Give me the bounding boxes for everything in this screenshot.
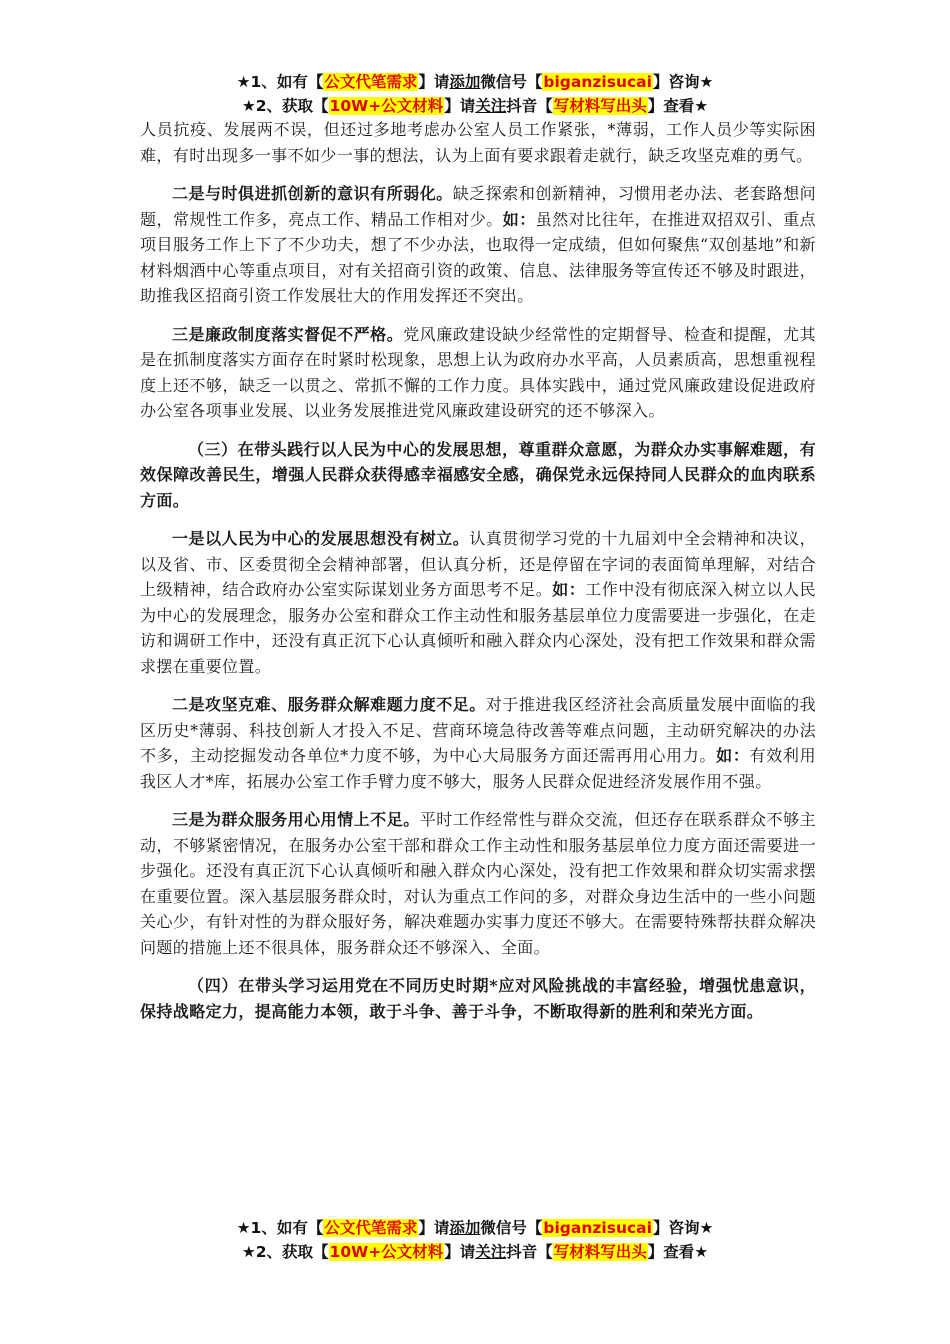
- banner-text: 】咨询★: [652, 73, 714, 91]
- banner-text: 抖音【: [506, 1243, 553, 1261]
- banner-underline: 添加: [449, 73, 481, 91]
- section-heading-3: （三）在带头践行以人民为中心的发展思想，尊重群众意愿，为群众办实事解难题，有效保障改善民生，增强人民群众获得感幸福感安全感，确保党永远保持同人民群众的血肉联系方面。: [140, 439, 816, 510]
- example-marker: 如：: [552, 580, 586, 599]
- paragraph-lead: 二是攻坚克难、服务群众解难题力度不足。: [172, 695, 486, 714]
- banner-line-1: [0, 70, 950, 94]
- banner-text: ★2、获取【: [241, 97, 329, 115]
- paragraph-lead: 二是与时俱进抓创新的意识有所弱化。: [172, 184, 453, 203]
- banner-highlight: 公文代笔需求: [324, 1219, 418, 1237]
- paragraph-lead: 一是以人民为中心的发展思想没有树立。: [172, 529, 470, 548]
- banner-text: 抖音【: [506, 97, 553, 115]
- paragraph-text: 缺乏探索和创新精神，习惯用老办法、老套路想问题，常规性工作多，亮点工作、精品工作相对少。: [140, 184, 816, 229]
- douyin-id-highlight: 写材料写出头: [553, 97, 647, 115]
- banner-highlight: 10W+公文材料: [329, 1243, 444, 1261]
- banner-text: 】请: [418, 1219, 450, 1237]
- paragraph-text: 虽然对比往年，在推进双招双引、重点项目服务工作上下了不少功夫，想了不少办法，也取得一定成绩，但如何聚焦“双创基地”和新材料烟酒中心等重点项目，对有关招商引资的政策、信息、法律服务等宣传还不够及时跟进，助推我区招商引资工作发展壮大的作用发挥还不突出。: [140, 209, 816, 305]
- banner-line-1: [0, 1216, 950, 1240]
- paragraph-text: 平时工作经常性与群众交流，但还存在联系群众不够主动，不够紧密情况，在服务办公室干部和群众工作主动性和服务基层单位力度方面还需要进一步强化。还没有真正沉下心认真倾听和融入群众内心深处，没有把工作效果和群众切实需求摆在重要位置。深入基层服务群众时，对认为重点工作问的多，对群众身边生活中的一些小问题关心少，有针对性的为群众服好务，解决难题办实事力度还不够大。在需要特殊帮扶群众解决问题的措施上还不很具体，服务群众还不够深入、全面。: [140, 810, 816, 957]
- paragraph-lead: 三是为群众服务用心用情上不足。: [172, 810, 420, 829]
- document-body: [140, 117, 816, 1037]
- section-heading-4: （四）在带头学习运用党在不同历史时期*应对风险挑战的丰富经验，增强忧患意识，保持战略定力，提高能力本领，敢于斗争、善于斗争，不断取得新的胜利和荣光方面。: [140, 976, 816, 1021]
- wechat-id-highlight: biganzisucai: [543, 1219, 652, 1237]
- paragraph-text: 对于推进我区经济社会高质量发展中面临的我区历史*薄弱、科技创新人才投入不足、营商环境急待改善等难点问题，主动研究解决的办法不多，主动挖掘发动各单位*力度不够，为中心大局服务方面还需再用心用力。: [140, 695, 816, 765]
- paragraph-integrity: [140, 322, 816, 424]
- paragraph-innovation: [140, 181, 816, 309]
- banner-text: 】查看★: [647, 1243, 709, 1261]
- paragraph-difficulties: [140, 692, 816, 794]
- footer-banner: [0, 1216, 950, 1264]
- banner-text: 微信号【: [480, 1219, 543, 1237]
- banner-text: 】查看★: [647, 97, 709, 115]
- banner-text: 微信号【: [480, 73, 543, 91]
- example-marker: 如：: [716, 746, 750, 765]
- banner-text: 】请: [444, 97, 476, 115]
- banner-text: ★1、如有【: [236, 73, 324, 91]
- banner-text: ★2、获取【: [241, 1243, 329, 1261]
- paragraph-continuation: 人员抗疫、发展两不误，但还过多地考虑办公室人员工作紧张，*薄弱，工作人员少等实际困难，有时出现多一事不如少一事的想法，认为上面有要求跟着走就行，缺乏攻坚克难的勇气。: [140, 120, 816, 165]
- banner-underline: 关注: [475, 97, 507, 115]
- banner-highlight: 公文代笔需求: [324, 73, 418, 91]
- header-banner: [0, 70, 950, 118]
- banner-highlight: 10W+公文材料: [329, 97, 444, 115]
- paragraph-lead: 三是廉政制度落实督促不严格。: [172, 324, 404, 344]
- banner-text: 】请: [444, 1243, 476, 1261]
- paragraph-text: 工作中没有彻底深入树立以人民为中心的发展理念，服务办公室和群众工作主动性和服务基层单位力度需要进一步强化，在走访和调研工作中，还没有真正沉下心认真倾听和融入群众内心深处，没有把工作效果和群众需求摆在重要位置。: [140, 580, 816, 676]
- banner-line-2: [0, 94, 950, 118]
- paragraph-service: [140, 807, 816, 960]
- douyin-id-highlight: 写材料写出头: [553, 1243, 647, 1261]
- paragraph-text: 有效利用我区人才*库，拓展办公室工作手臂力度不够大，服务人民群众促进经济发展作用不强。: [140, 746, 816, 791]
- wechat-id-highlight: biganzisucai: [543, 73, 652, 91]
- paragraph-text: 党风廉政建设缺少经常性的定期督导、检查和提醒，尤其是在抓制度落实方面存在时紧时松现象，思想上认为政府办水平高，人员素质高，思想重视程度上还不够，缺乏一以贯之、常抓不懈的工作力度。具体实践中，通过党风廉政建设促进政府办公室各项事业发展、以业务发展推进党风廉政建设研究的还不够深入。: [140, 324, 816, 420]
- banner-text: 】请: [418, 73, 450, 91]
- paragraph-people-centered: [140, 526, 816, 679]
- example-marker: 如：: [502, 209, 536, 229]
- paragraph-text: 认真贯彻学习党的十九届刘中全会精神和决议，以及省、市、区委贯彻全会精神部署，但认真分析，还是停留在字词的表面简单理解，对结合上级精神，结合政府办公室实际谋划业务方面思考不足。: [140, 529, 816, 599]
- banner-line-2: [0, 1240, 950, 1264]
- banner-text: 】咨询★: [652, 1219, 714, 1237]
- banner-underline: 添加: [449, 1219, 481, 1237]
- banner-underline: 关注: [475, 1243, 507, 1261]
- banner-text: ★1、如有【: [236, 1219, 324, 1237]
